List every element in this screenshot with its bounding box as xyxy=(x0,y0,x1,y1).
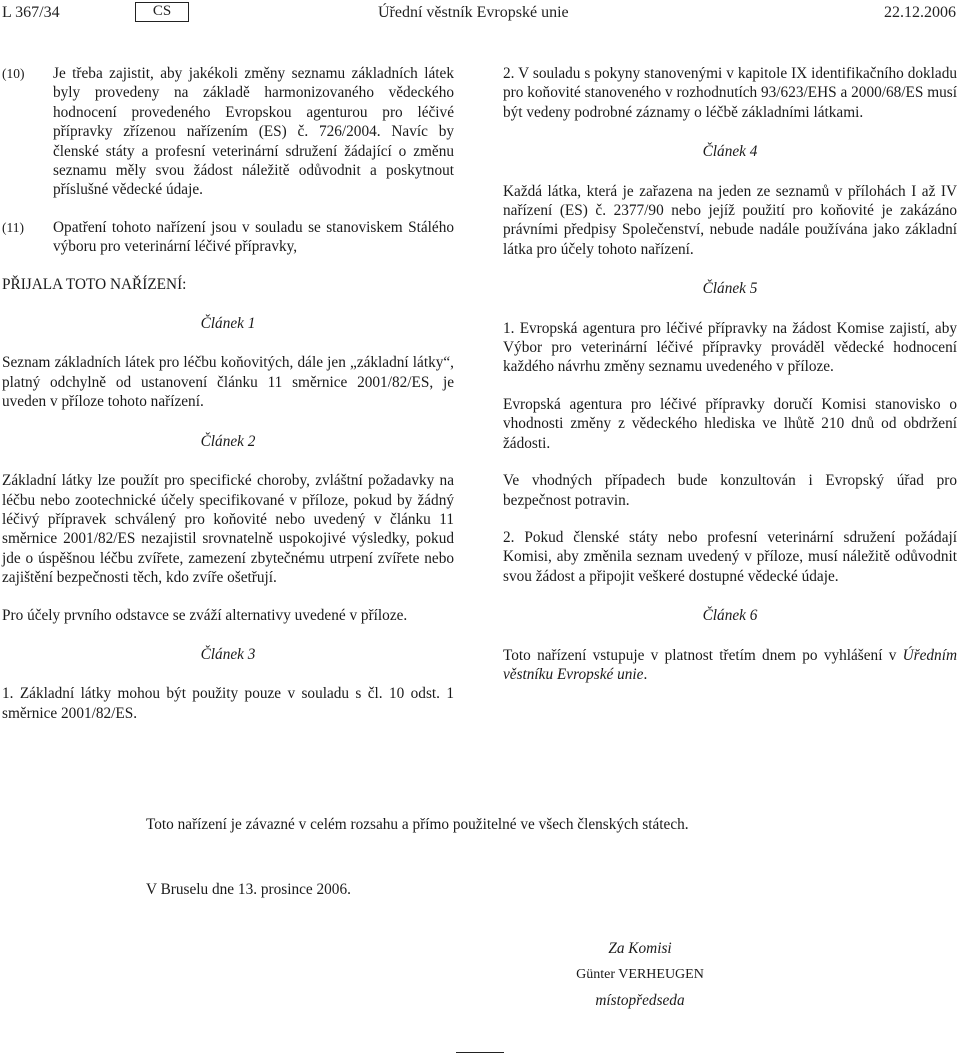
article-6-title: Článek 6 xyxy=(702,607,758,625)
adoption-formula: PŘIJALA TOTO NAŘÍZENÍ: xyxy=(2,275,187,293)
article-5-paragraph-1: 1. Evropská agentura pro léčivé přípravky na žádost Komise zajistí, aby Výbor pro veterinární léčivé přípravky prováděl vědecké hodnocení každého návrhu změny seznamu uvedeného v příloze. xyxy=(503,319,957,376)
article-3-paragraph-2: 2. V souladu s pokyny stanovenými v kapitole IX identifikačního dokladu pro koňovité stanoveného v rozhodnutích 93/623/EHS a 2000/68/ES musí být vedeny podrobné záznamy o léčbě základními látkami. xyxy=(503,65,957,121)
article-1-text: Seznam základních látek pro léčbu koňovitých, dále jen „základní látky“, platný odchylně od ustanovení článku 11 směrnice 2001/82/ES, je uveden v příloze tohoto nařízení. xyxy=(2,354,454,411)
footer-divider xyxy=(456,1052,504,1053)
page-reference: L 367/34 xyxy=(2,4,60,21)
article-4-text: Každá látka, která je zařazena na jeden ze seznamů v přílohách I až IV nařízení (ES) č. 2377/90 nebo jejíž použití pro koňovité je zakázáno právními předpisy Společenství, nebude nadále používána jako základní látka pro účely tohoto nařízení. xyxy=(503,182,957,258)
article-5-paragraph-2: Evropská agentura pro léčivé přípravky doručí Komisi stanovisko o vhodnosti změny z vědeckého hlediska ve lhůtě 210 dnů od obdržení žádosti. xyxy=(503,395,957,452)
left-column xyxy=(2,64,454,741)
article-2-paragraph-2: Pro účely prvního odstavce se zváží alternativy uvedené v příloze. xyxy=(2,606,408,624)
publication-date: 22.12.2006 xyxy=(884,4,956,21)
signatory-name: Günter VERHEUGEN xyxy=(576,967,704,982)
recital-number: (11) xyxy=(2,219,24,235)
right-column xyxy=(503,64,957,702)
article-2-title: Článek 2 xyxy=(200,432,256,450)
page-header xyxy=(0,4,960,30)
place-and-date: V Bruselu dne 13. prosince 2006. xyxy=(146,881,351,898)
article-2-paragraph-1: Základní látky lze použít pro specifické choroby, zvláštní požadavky na léčbu nebo zootechnické účely specifikované v příloze, pokud by žádný léčivý přípravek schválený pro koňovité nebo uvedený v článku 11 směrnice 2001/82/ES nezajistil srovnatelně uspokojivé výsledky, pokud jde o úspěšnou léčbu zvířete, zamezení zbytečnému utrpení zvířete nebo zajištění bezpečnosti těch, kdo zvíře ošetřují. xyxy=(2,472,454,587)
journal-title: Úřední věstník Evropské unie xyxy=(378,4,569,21)
recital-11 xyxy=(2,218,454,257)
journal-name-italic: Úředním věstníku Evropské unie xyxy=(503,646,957,683)
recital-number: (10) xyxy=(2,66,25,81)
signatory-role: místopředseda xyxy=(595,992,685,1009)
article-6-text xyxy=(503,646,957,685)
article-6-text-start: Toto nařízení vstupuje v platnost třetím dnem po vyhlášení v xyxy=(503,646,903,664)
article-5-title: Článek 5 xyxy=(702,280,758,298)
article-1-title: Článek 1 xyxy=(200,315,256,333)
signature-block xyxy=(520,936,760,1014)
article-3-paragraph-1: 1. Základní látky mohou být použity pouze v souladu s čl. 10 odst. 1 směrnice 2001/82/ES. xyxy=(2,685,454,722)
article-5-paragraph-4: 2. Pokud členské státy nebo profesní veterinární sdružení požádají Komisi, aby změnila seznam uvedený v příloze, musí náležitě odůvodnit svou žádost a připojit veškeré dostupné vědecké údaje. xyxy=(503,528,957,585)
recital-10 xyxy=(2,64,454,200)
article-4-title: Článek 4 xyxy=(702,143,758,161)
article-6-text-end: . xyxy=(643,665,648,683)
binding-statement: Toto nařízení je závazné v celém rozsahu a přímo použitelné ve všech členských státech. xyxy=(146,816,689,833)
article-5-paragraph-3: Ve vhodných případech bude konzultován i Evropský úřad pro bezpečnost potravin. xyxy=(503,472,957,509)
language-code-box: CS xyxy=(135,2,189,22)
for-commission: Za Komisi xyxy=(608,940,672,957)
article-3-title: Článek 3 xyxy=(200,645,256,663)
recital-text: Opatření tohoto nařízení jsou v souladu se stanoviskem Stálého výboru pro veterinární léčivé přípravky, xyxy=(53,218,454,256)
recital-text: Je třeba zajistit, aby jakékoli změny seznamu základních látek byly provedeny na základě harmonizovaného vědeckého hodnocení provedeného Evropskou agenturou pro léčivé přípravky zřízenou nařízením (ES) č. 726/2004. Navíc by členské státy a profesní veterinární sdružení žádající o změnu seznamu měly svou žádost náležitě odůvodnit a poskytnout příslušné vědecké údaje. xyxy=(53,65,454,199)
